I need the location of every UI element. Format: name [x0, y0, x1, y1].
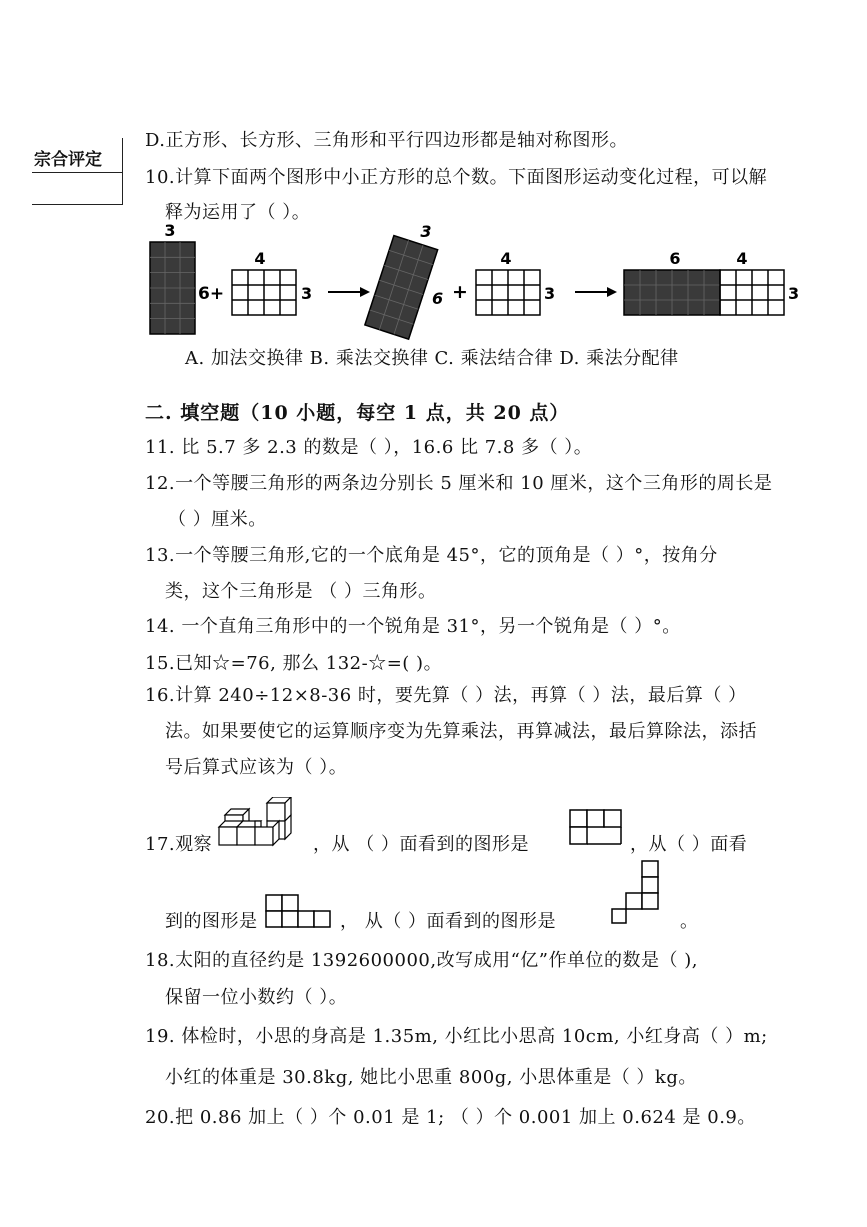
q17-line2-mid: ， 从（ ）面看到的图形是	[340, 911, 556, 932]
q19-line1: 19. 体检时，小思的身高是 1.35m, 小红比小思高 10cm, 小红身高（ ）m;	[145, 1026, 768, 1047]
view-shape-2	[264, 891, 334, 931]
dark-rect-side-label: 6+	[198, 284, 225, 304]
view-shape-3	[610, 857, 662, 927]
plus-sign: +	[452, 281, 468, 303]
grid1-side-label: 3	[301, 284, 313, 303]
q16-line3: 号后算式应该为（ ）。	[165, 757, 348, 778]
q13-line2: 类，这个三角形是 （ ）三角形。	[165, 581, 437, 602]
view-shape-1	[568, 808, 624, 848]
q10-line1: 10.计算下面两个图形中小正方形的总个数。下面图形运动变化过程，可以解	[145, 167, 768, 188]
q11: 11. 比 5.7 多 2.3 的数是（ ），16.6 比 7.8 多（ ）。	[145, 437, 593, 458]
q20: 20.把 0.86 加上（ ）个 0.01 是 1; （ ）个 0.001 加上 0.624 是 0.9。	[145, 1107, 756, 1128]
section2-title: 二. 填空题（10 小题，每空 1 点，共 20 点）	[145, 402, 570, 424]
combined-top-right-label: 4	[736, 249, 748, 268]
rotated-dark-rect	[365, 236, 438, 340]
q18-line1: 18.太阳的直径约是 1392600000,改写成用“亿”作单位的数是（ ),	[145, 950, 698, 971]
q17-line2-end: 。	[680, 911, 699, 932]
combined-side-label: 3	[788, 284, 800, 303]
white-grid-4x3	[232, 270, 296, 315]
dark-rect-3x6	[150, 242, 195, 334]
white-grid-4x3-second	[476, 270, 540, 315]
q17-part2: ，从（ ）面看	[630, 834, 748, 855]
q9-option-d: D.正方形、长方形、三角形和平行四边形都是轴对称图形。	[145, 130, 629, 151]
q10-figure	[140, 222, 800, 352]
q14: 14. 一个直角三角形中的一个锐角是 31°，另一个锐角是（ ）°。	[145, 616, 681, 637]
arrow-right-icon	[328, 287, 370, 297]
cube-stack-figure	[215, 797, 295, 857]
q17-line2-start: 到的图形是	[165, 911, 258, 932]
combined-rect	[624, 270, 784, 315]
grid1-top-label: 4	[254, 249, 266, 268]
q16-line1: 16.计算 240÷12×8-36 时，要先算（ ）法，再算（ ）法，最后算（ ）	[145, 685, 747, 706]
q12-line2: （ ）厘米。	[168, 509, 267, 530]
q15: 15.已知☆=76, 那么 132-☆=( )。	[145, 653, 443, 674]
q10-options: A. 加法交换律 B. 乘法交换律 C. 乘法结合律 D. 乘法分配律	[185, 348, 679, 369]
q17-observe-label: 17.观察	[145, 834, 213, 855]
combined-top-left-label: 6	[669, 249, 681, 268]
grade-box-divider	[32, 172, 122, 173]
grid2-top-label: 4	[500, 249, 512, 268]
q13-line1: 13.一个等腰三角形,它的一个底角是 45°，它的顶角是（ ）°，按角分	[145, 545, 718, 566]
arrow-right-icon-2	[575, 287, 617, 297]
dark-rect-top-label: 3	[164, 222, 176, 240]
q18-line2: 保留一位小数约（ ）。	[165, 987, 348, 1008]
q10-line2: 释为运用了（ ）。	[165, 202, 311, 223]
grade-box-label: 宗合评定	[34, 150, 102, 170]
q12-line1: 12.一个等腰三角形的两条边分别长 5 厘米和 10 厘米，这个三角形的周长是	[145, 473, 773, 494]
q16-line2: 法。如果要使它的运算顺序变为先算乘法，再算减法，最后算除法，添括	[165, 721, 757, 742]
rotated-rect-side-label: 6	[432, 289, 444, 308]
q17-part1: ，从 （ ）面看到的图形是	[313, 834, 529, 855]
rotated-rect-top-label: 3	[420, 222, 432, 241]
q19-line2: 小红的体重是 30.8kg, 她比小思重 800g, 小思体重是（ ）kg。	[165, 1067, 697, 1088]
grid2-side-label: 3	[544, 284, 556, 303]
